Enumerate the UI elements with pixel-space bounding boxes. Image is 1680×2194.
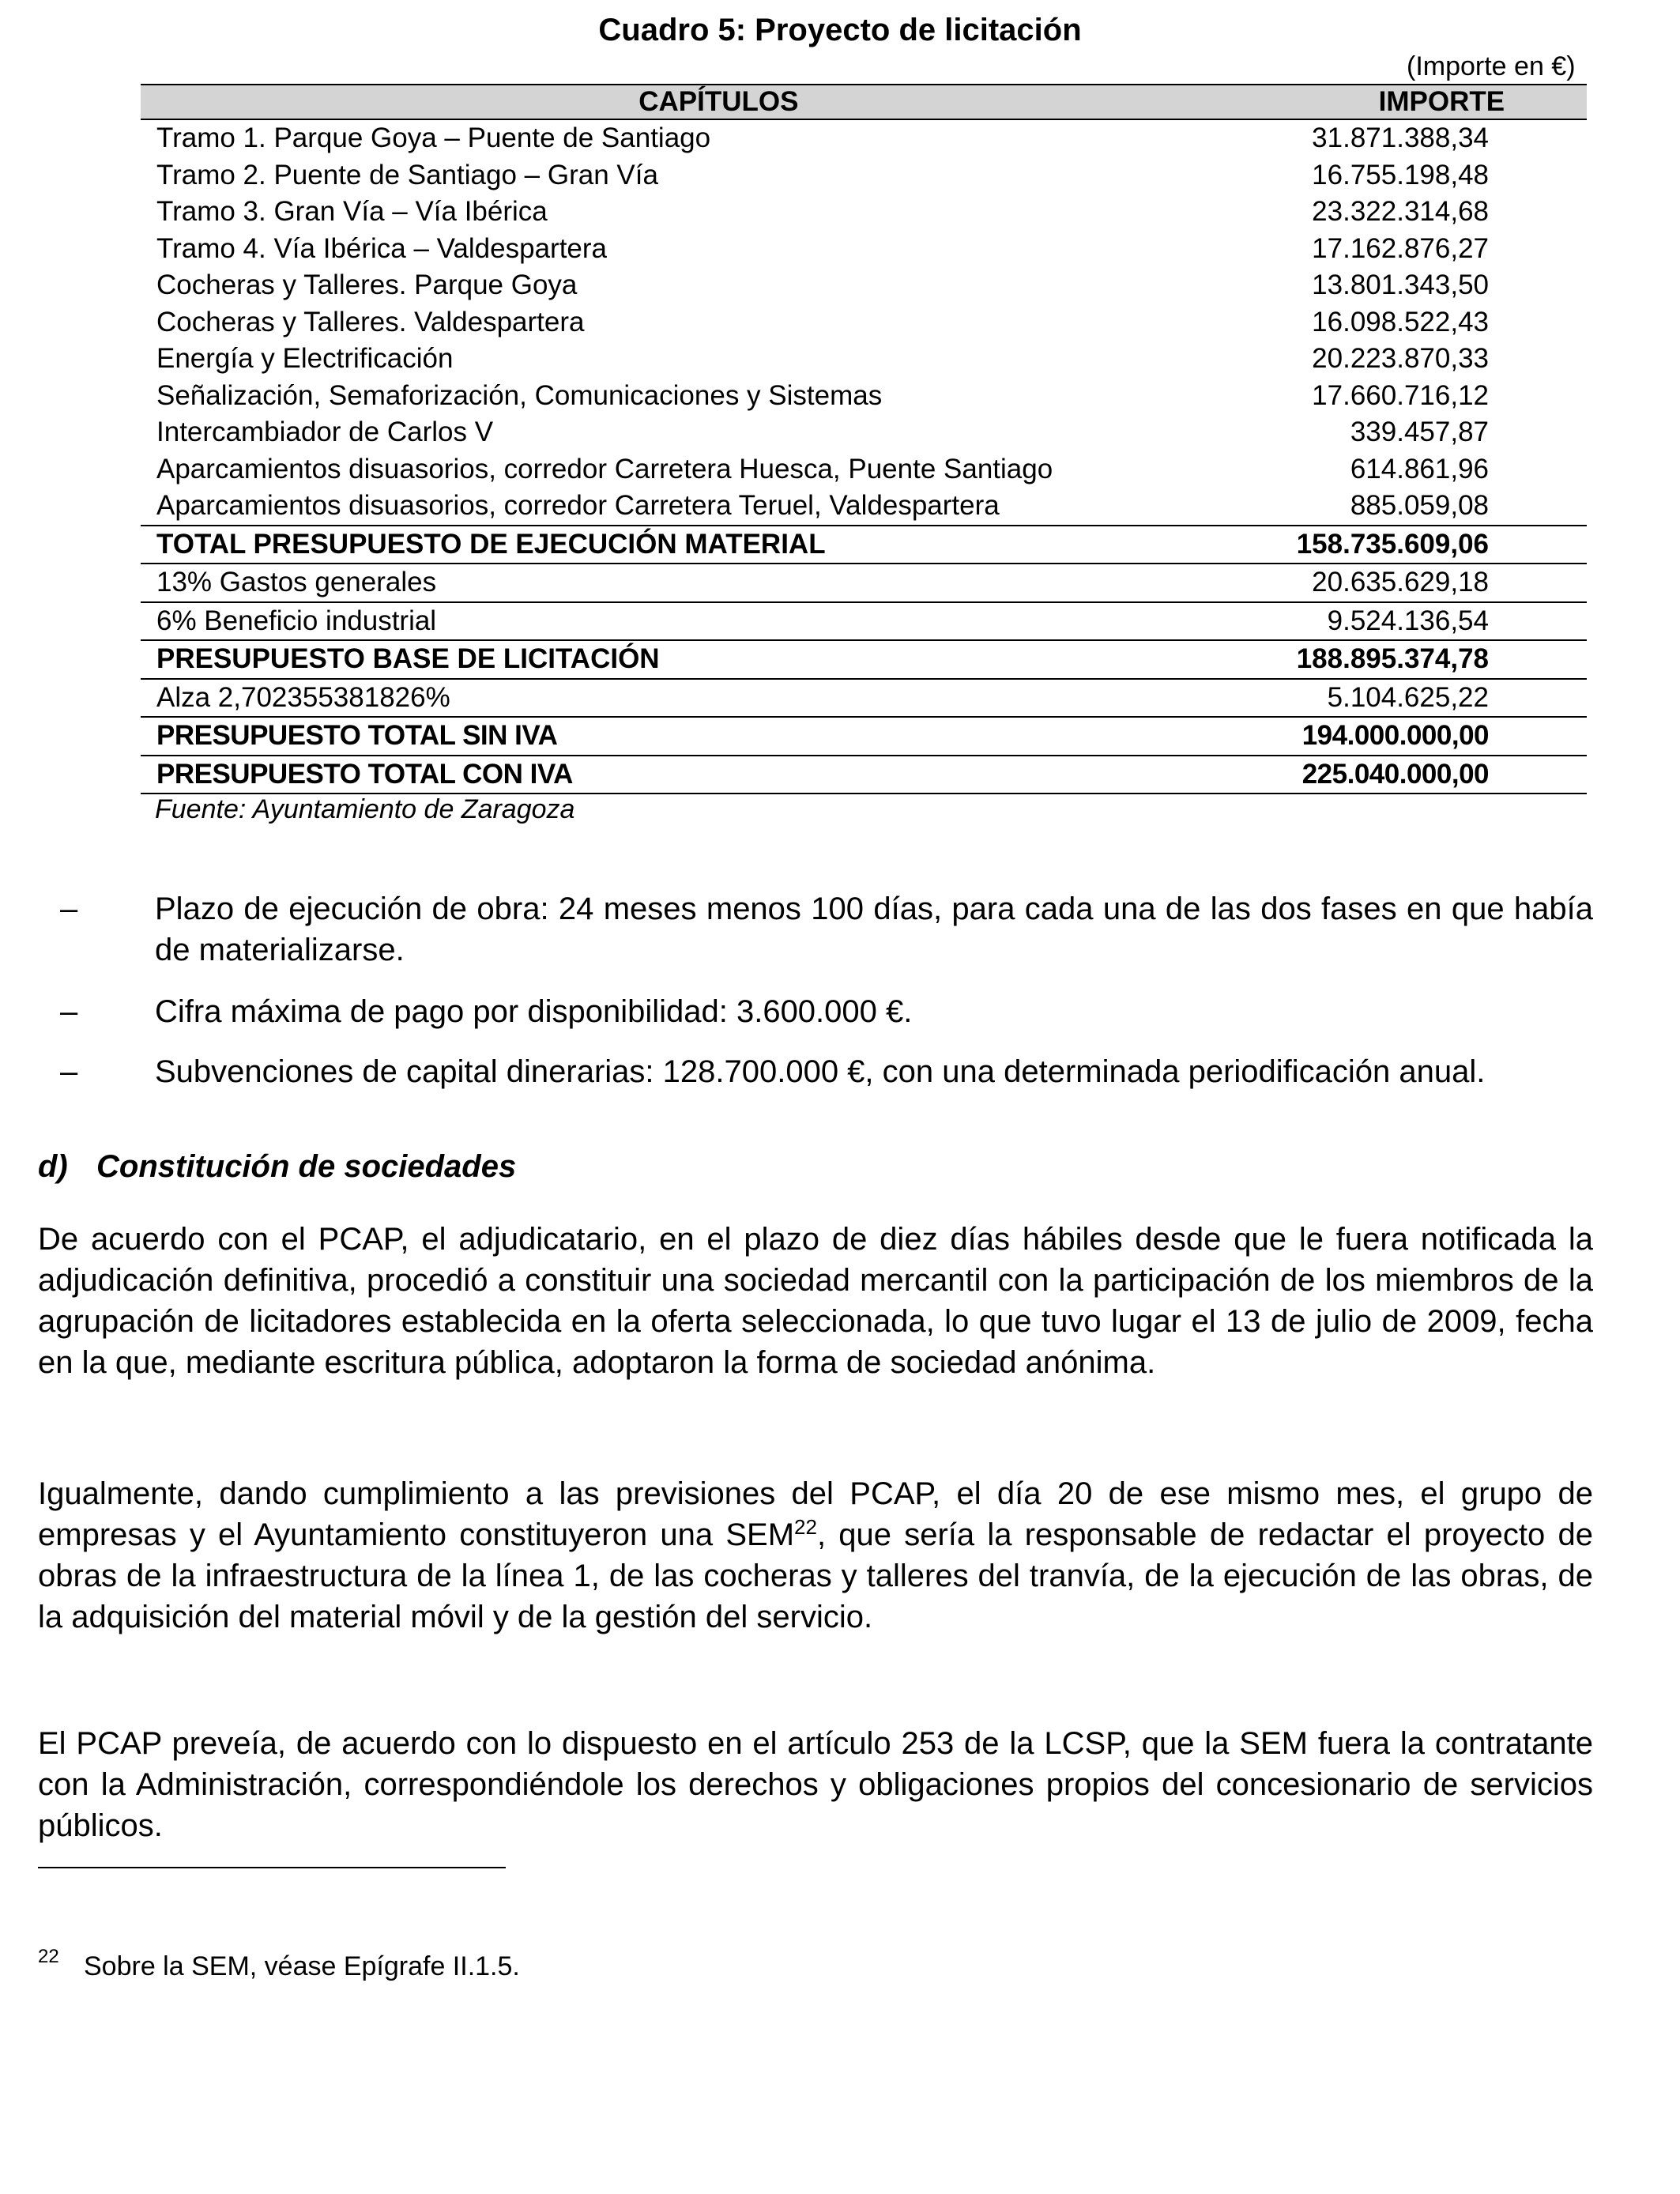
paragraph-2-text-cont: , que sería la responsable de redactar el proyecto de obras de la infraestructura de la línea 1, de las cocheras y talleres del tranvía, de la ejecución de las obras, de la adquisición del material móvil y de la gestión del servicio. [38,1517,1593,1634]
bullet-item: Subvenciones de capital dinerarias: 128.700.000 €, con una determinada periodificación anual. [155,1054,1486,1089]
header-amount: IMPORTE [1297,85,1587,119]
row-amount: 16.755.198,48 [1312,159,1489,190]
table-row [141,564,1587,602]
paragraph-2 [38,1473,1593,1638]
table-row [141,119,1587,157]
section-letter: d) [38,1149,68,1184]
bullet-item: Plazo de ejecución de obra: 24 meses menos 100 días, para cada una de las dos fases en que había de materializarse. [155,892,1593,967]
table-row [141,194,1587,231]
footnote-reference[interactable]: 22 [794,1515,817,1539]
row-amount: 20.635.629,18 [1297,564,1587,602]
row-amount: 20.223.870,33 [1312,343,1489,375]
table-row [141,231,1587,268]
table-row-total-vat [141,756,1587,794]
row-label: Cocheras y Talleres. Parque Goya [156,270,578,301]
table-row [141,679,1587,718]
table-row [141,488,1587,526]
row-amount: 614.861,96 [1350,453,1489,484]
footnote-divider [38,1867,506,1868]
row-amount: 339.457,87 [1350,417,1489,448]
table-row [141,304,1587,341]
row-amount: 17.660.716,12 [1312,379,1489,411]
row-label: Intercambiador de Carlos V [156,417,494,448]
row-amount: 23.322.314,68 [1312,196,1489,228]
bullet-dash: – [60,892,78,926]
row-label: TOTAL PRESUPUESTO DE EJECUCIÓN MATERIAL [141,526,1297,564]
row-amount: 17.162.876,27 [1312,232,1489,264]
bullet-item: Cifra máxima de pago por disponibilidad: 3.600.000 €. [155,994,913,1029]
footnote-number: 22 [38,1946,59,1967]
row-amount: 5.104.625,22 [1297,679,1587,718]
row-label: PRESUPUESTO BASE DE LICITACIÓN [141,640,1297,679]
row-amount: 16.098.522,43 [1312,306,1489,337]
bullet-dash: – [60,994,78,1029]
row-label: 6% Beneficio industrial [141,602,1297,641]
row-amount: 885.059,08 [1350,490,1489,522]
header-chapters: CAPÍTULOS [141,85,1297,119]
row-label: Tramo 1. Parque Goya – Puente de Santiago [156,123,711,154]
row-amount: 225.040.000,00 [1297,756,1587,794]
section-title: Constitución de sociedades [96,1149,517,1184]
table-source: Fuente: Ayuntamiento de Zaragoza [155,794,575,824]
table-title: Cuadro 5: Proyecto de licitación [598,13,1082,47]
row-label: Tramo 3. Gran Vía – Vía Ibérica [156,196,548,228]
table-header-row [141,85,1587,119]
row-amount: 188.895.374,78 [1297,640,1587,679]
table-row [141,157,1587,194]
row-amount: 13.801.343,50 [1312,270,1489,301]
table-unit-note: (Importe en €) [1407,51,1576,81]
table-row [141,267,1587,304]
row-label: PRESUPUESTO TOTAL CON IVA [141,756,1297,794]
paragraph-2-text: Igualmente, dando cumplimiento a las previsiones del PCAP, el día 20 de ese mismo mes, el grupo de empresas y el Ayuntamiento constituyeron una SEM [38,1476,1593,1552]
footnote [38,1941,520,1982]
bullet-dash: – [60,1054,78,1089]
row-amount: 158.735.609,06 [1297,526,1587,564]
row-label: Tramo 2. Puente de Santiago – Gran Vía [156,159,658,190]
table-row-base-budget [141,640,1587,679]
table-row [141,451,1587,488]
row-label: PRESUPUESTO TOTAL SIN IVA [141,717,1297,756]
table-row [141,341,1587,378]
paragraph-1: De acuerdo con el PCAP, el adjudicatario, en el plazo de diez días hábiles desde que le fuera notificada la adjudicación definitiva, procedió a constituir una sociedad mercantil con la participación de los miembros de la agrupación de licitadores establecida en la oferta seleccionada, lo que tuvo lugar el 13 de julio de 2009, fecha en la que, mediante escritura pública, adoptaron la forma de sociedad anónima. [38,1222,1593,1380]
row-label: Alza 2,702355381826% [141,679,1297,718]
budget-table [141,84,1587,794]
section-heading [38,1146,516,1187]
row-label: Aparcamientos disuasorios, corredor Carretera Huesca, Puente Santiago [156,453,1053,484]
row-label: Cocheras y Talleres. Valdespartera [156,306,585,337]
table-row-total-no-vat [141,717,1587,756]
table-row-total-material [141,526,1587,564]
row-amount: 9.524.136,54 [1297,602,1587,641]
row-amount: 194.000.000,00 [1297,717,1587,756]
footnote-text: Sobre la SEM, véase Epígrafe II.1.5. [84,1951,520,1981]
row-label: Señalización, Semaforización, Comunicaciones y Sistemas [156,379,883,411]
row-label: Energía y Electrificación [156,343,454,375]
table-row [141,378,1587,415]
row-label: Tramo 4. Vía Ibérica – Valdespartera [156,232,607,264]
paragraph-3: El PCAP preveía, de acuerdo con lo dispuesto en el artículo 253 de la LCSP, que la SEM fuera la contratante con la Administración, correspondiéndole los derechos y obligaciones propios del concesionario de servicios públicos. [38,1726,1593,1843]
row-label: 13% Gastos generales [141,564,1297,602]
table-row [141,602,1587,641]
row-amount: 31.871.388,34 [1312,123,1489,154]
table-row [141,414,1587,451]
row-label: Aparcamientos disuasorios, corredor Carretera Teruel, Valdespartera [156,490,1000,522]
